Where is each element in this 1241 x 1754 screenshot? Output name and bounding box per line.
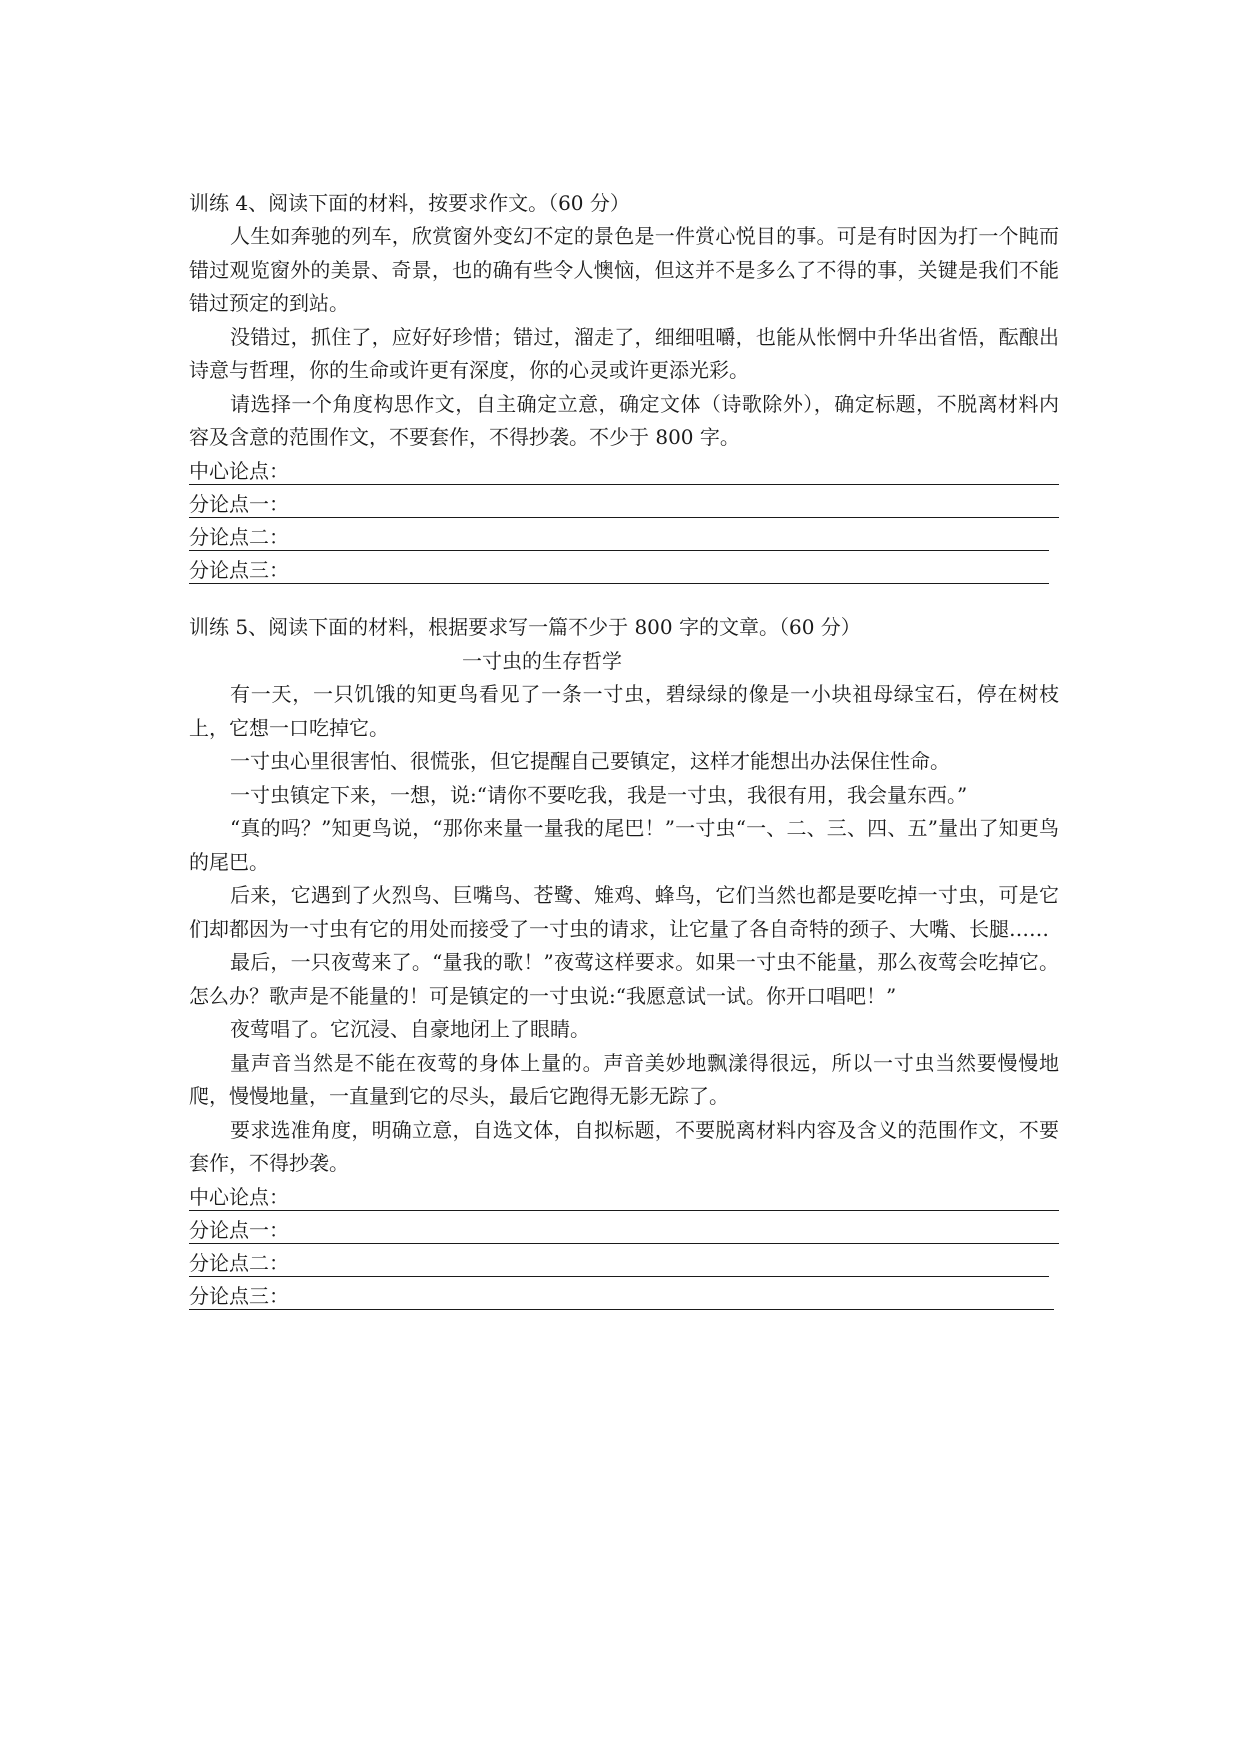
training-4-paragraph-2: 没错过，抓住了，应好好珍惜；错过，溜走了，细细咀嚼，也能从怅惘中升华出省悟，酝酿出诗意与哲理，你的生命或许更有深度，你的心灵或许更添光彩。 <box>189 324 1059 382</box>
answer-underline <box>189 1210 1059 1211</box>
outline-label: 分论点二： <box>189 1250 289 1275</box>
material-title: 一寸虫的生存哲学 <box>462 649 622 673</box>
sub-argument-1-line <box>189 488 1059 521</box>
training-5-paragraph-1: 有一天，一只饥饿的知更鸟看见了一条一寸虫，碧绿绿的像是一小块祖母绿宝石，停在树枝上，它想一口吃掉它。 <box>189 682 1059 740</box>
sub-argument-3-line <box>189 554 1059 587</box>
training-5-paragraph-2: 一寸虫心里很害怕、很慌张，但它提醒自己要镇定，这样才能想出办法保住性命。 <box>230 749 950 773</box>
training-5-heading: 训练 5、阅读下面的材料，根据要求写一篇不少于 800 字的文章。（60 分） <box>189 615 861 639</box>
training-4-paragraph-1: 人生如奔驰的列车，欣赏窗外变幻不定的景色是一件赏心悦目的事。可是有时因为打一个盹而错过观览窗外的美景、奇景，也的确有些令人懊恼，但这并不是多么了不得的事，关键是我们不能错过预定的到站。 <box>189 224 1059 315</box>
training-5-paragraph-5: 后来，它遇到了火烈鸟、巨嘴鸟、苍鹭、雉鸡、蜂鸟，它们当然也都是要吃掉一寸虫，可是它们却都因为一寸虫有它的用处而接受了一寸虫的请求，让它量了各自奇特的颈子、大嘴、长腿…… <box>189 883 1059 941</box>
answer-underline <box>189 1243 1059 1244</box>
training-4-heading: 训练 4、阅读下面的材料，按要求作文。（60 分） <box>189 191 630 215</box>
outline-label: 分论点二： <box>189 524 289 549</box>
outline-label: 分论点三： <box>189 557 289 582</box>
central-argument-line <box>189 1181 1059 1214</box>
central-argument-line <box>189 455 1059 488</box>
outline-label: 分论点一： <box>189 491 289 516</box>
answer-underline <box>189 1309 1054 1310</box>
answer-underline <box>189 484 1059 485</box>
outline-label: 中心论点： <box>189 458 289 483</box>
sub-argument-2-line <box>189 521 1059 554</box>
training-5-outline <box>189 1181 1059 1313</box>
sub-argument-2-line <box>189 1247 1059 1280</box>
sub-argument-1-line <box>189 1214 1059 1247</box>
training-5-paragraph-9: 要求选准角度，明确立意，自选文体，自拟标题，不要脱离材料内容及含义的范围作文，不要套作，不得抄袭。 <box>189 1117 1059 1175</box>
training-4-section <box>189 186 1059 587</box>
training-5-paragraph-3: 一寸虫镇定下来，一想，说:“请你不要吃我，我是一寸虫，我很有用，我会量东西。” <box>230 782 968 807</box>
outline-label: 分论点三： <box>189 1283 289 1308</box>
training-4-paragraph-3: 请选择一个角度构思作文，自主确定立意，确定文体（诗歌除外），确定标题，不脱离材料内容及含意的范围作文，不要套作，不得抄袭。不少于 800 字。 <box>189 391 1059 449</box>
training-5-paragraph-8: 量声音当然是不能在夜莺的身体上量的。声音美妙地飘漾得很远，所以一寸虫当然要慢慢地爬，慢慢地量，一直量到它的尽头，最后它跑得无影无踪了。 <box>189 1050 1059 1108</box>
sub-argument-3-line <box>189 1280 1059 1313</box>
training-5-paragraph-6: 最后，一只夜莺来了。“量我的歌！”夜莺这样要求。如果一寸虫不能量，那么夜莺会吃掉它。怎么办？歌声是不能量的！可是镇定的一寸虫说:“我愿意试一试。你开口唱吧！” <box>189 950 1059 1008</box>
training-5-paragraph-7: 夜莺唱了。它沉浸、自豪地闭上了眼睛。 <box>230 1017 590 1041</box>
answer-underline <box>189 550 1049 551</box>
training-5-paragraph-4: “真的吗？”知更鸟说，“那你来量一量我的尾巴！”一寸虫“一、二、三、四、五”量出了知更鸟的尾巴。 <box>189 816 1059 874</box>
training-5-section <box>189 610 1059 1313</box>
answer-underline <box>189 1276 1049 1277</box>
training-4-outline <box>189 455 1059 587</box>
outline-label: 分论点一： <box>189 1217 289 1242</box>
answer-underline <box>189 517 1059 518</box>
outline-label: 中心论点： <box>189 1184 289 1209</box>
answer-underline <box>189 583 1049 584</box>
